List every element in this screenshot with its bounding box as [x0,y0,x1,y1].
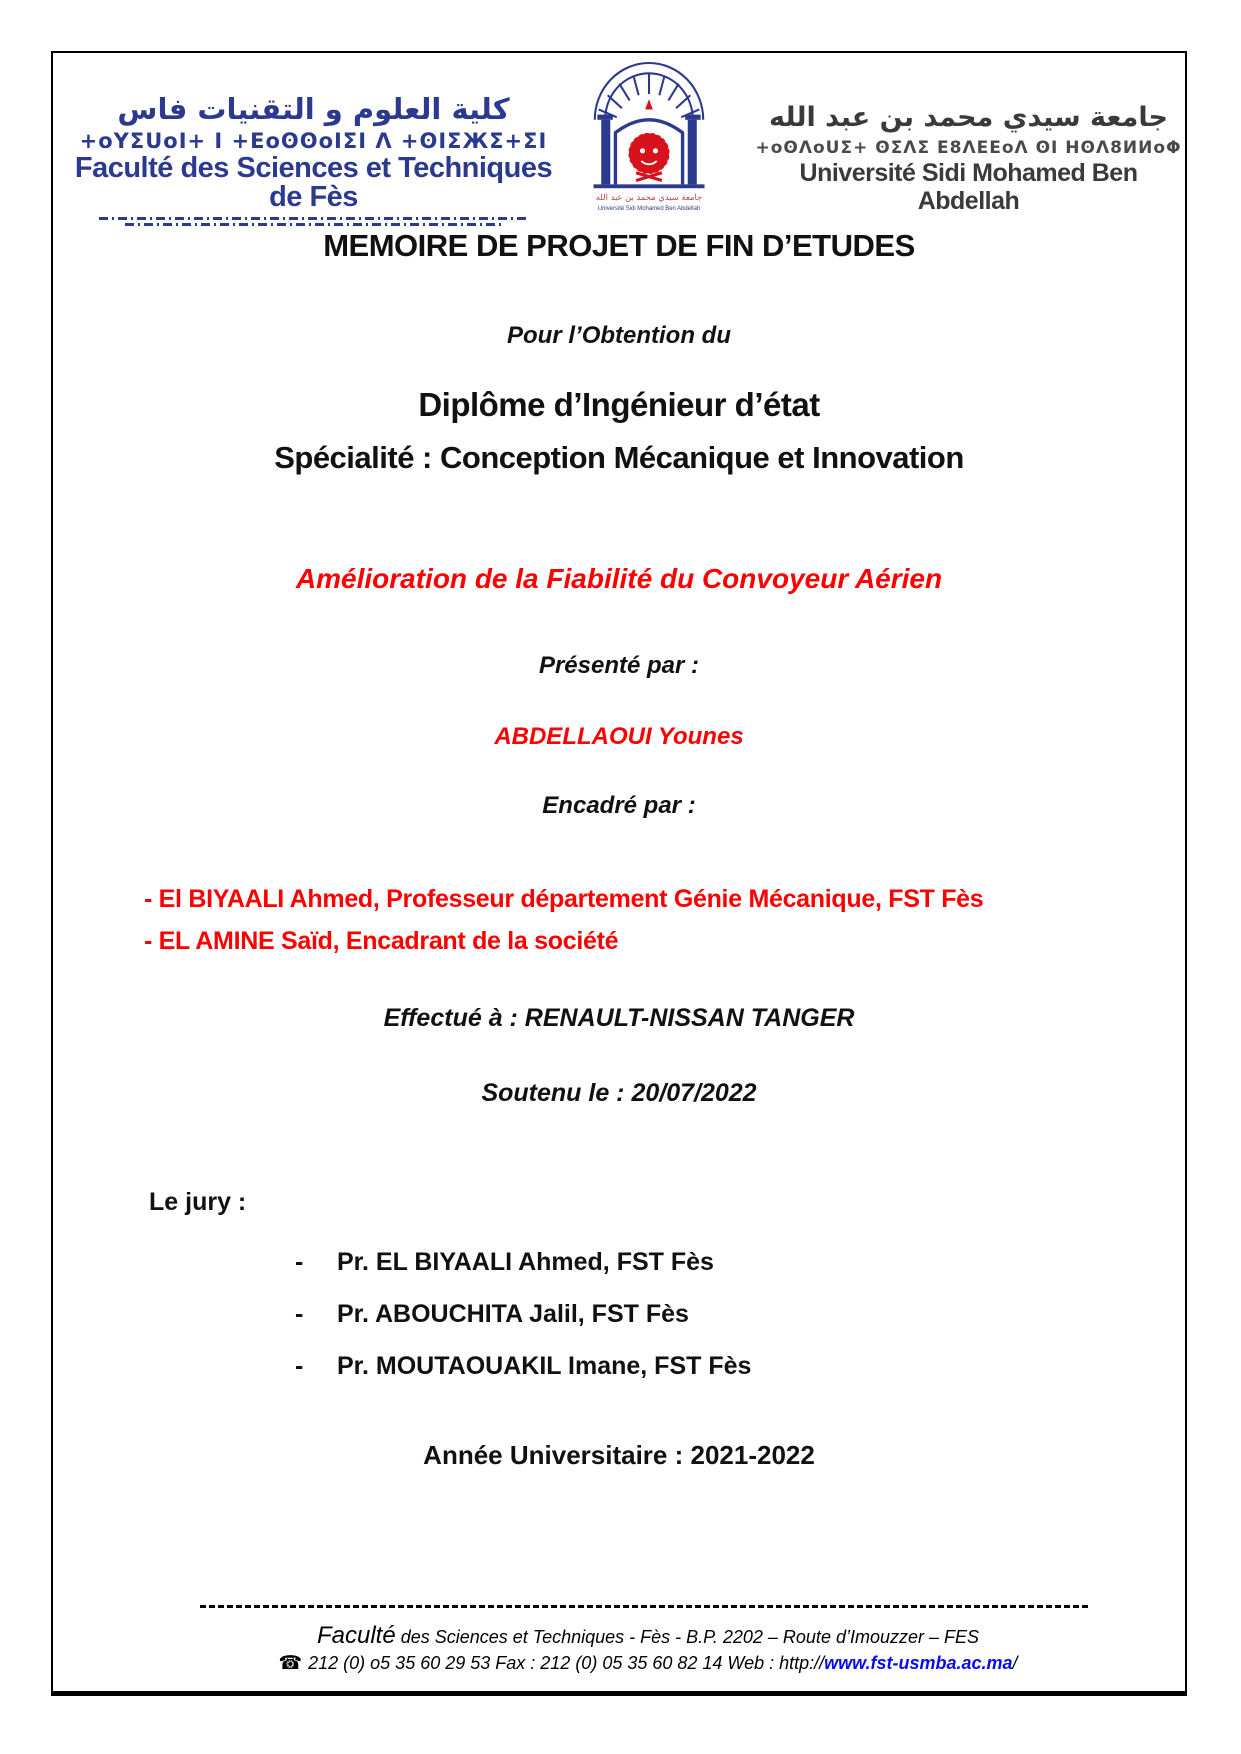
degree-title: Diplôme d’Ingénieur d’état [418,386,820,423]
jury-member-name: Pr. MOUTAOUAKIL Imane, FST Fès [337,1352,752,1380]
header-dash-divider [125,223,503,226]
website-link[interactable]: www.fst-usmba.ac.ma [824,1653,1013,1673]
jury-label: Le jury : [149,1188,247,1216]
supervisors-list [144,878,983,962]
phone-icon: ☎ [278,1653,303,1674]
faculty-name-french: Faculté des Sciences et Techniques de Fès [74,152,553,214]
footer-contact-suffix: / [1012,1653,1018,1673]
list-dash [295,1288,337,1340]
defended-on-date: Soutenu le : 20/07/2022 [481,1079,757,1107]
supervised-by-label: Encadré par : [542,792,696,819]
project-title: Amélioration de la Fiabilité du Convoyeur Aérien [295,563,943,594]
supervisor-line: - El BIYAALI Ahmed, Professeur département Génie Mécanique, FST Fès [144,885,984,913]
jury-list [295,1236,751,1392]
faculty-name-tifinagh: +oYΣUoI+ I +ΕoʘʘoIΣI Λ +ʘΙΣЖΣ+ΣΙ [79,129,548,154]
supervisor-line: - EL AMINE Saïd, Encadrant de la société [144,927,619,955]
jury-member [295,1340,751,1392]
university-emblem-icon [578,50,720,218]
faculty-name-arabic: كلية العلوم و التقنيات فاس [117,92,510,126]
jury-member-name: Pr. ABOUCHITA Jalil, FST Fès [337,1300,689,1328]
carried-out-at: Effectué à : RENAULT-NISSAN TANGER [383,1004,855,1032]
footer-dashed-rule [200,1605,1091,1608]
footer-contact [105,1652,1191,1675]
footer-contact-text: 212 (0) o5 35 60 29 53 Fax : 212 (0) 05 35 60 82 14 Web : http:// [308,1653,825,1673]
university-name-arabic: جامعة سيدي محمد بن عبد الله [768,102,1168,133]
footer-faculty-word: Faculté [316,1622,396,1649]
university-logo [578,50,720,223]
logo-caption-french: Université Sidi Mohamed Ben Abdellah [597,206,701,213]
jury-member [295,1288,751,1340]
document-type-title: MEMOIRE DE PROJET DE FIN D’ETUDES [323,228,915,263]
university-name-french: Université Sidi Mohamed Ben Abdellah [799,159,1138,215]
presented-by-label: Présenté par : [538,652,700,679]
jury-member-name: Pr. EL BIYAALI Ahmed, FST Fès [337,1248,714,1276]
jury-member [295,1236,751,1288]
degree-speciality: Spécialité : Conception Mécanique et Innovation [274,440,964,475]
header-dash-divider [99,217,529,220]
university-header-block [750,100,1187,215]
footer-address-text: des Sciences et Techniques - Fès - B.P. 2202 – Route d’Imouzzer – FES [395,1627,979,1647]
logo-caption-arabic: جامعة سيدي محمد بن عبد الله [595,191,703,202]
for-obtaining-label: Pour l’Obtention du [507,322,731,349]
footer-address [105,1622,1191,1650]
list-dash [295,1340,337,1392]
university-name-tifinagh: +oʘΛoUΣ+ ʘΣΛΣ Ε8ΛΕΕoΛ ʘΙ ΗʘΛ8ИИoΦ [755,138,1182,159]
list-dash [295,1236,337,1288]
author-name: ABDELLAOUI Younes [494,723,744,750]
faculty-header-block [57,90,570,226]
academic-year: Année Universitaire : 2021-2022 [423,1440,815,1470]
